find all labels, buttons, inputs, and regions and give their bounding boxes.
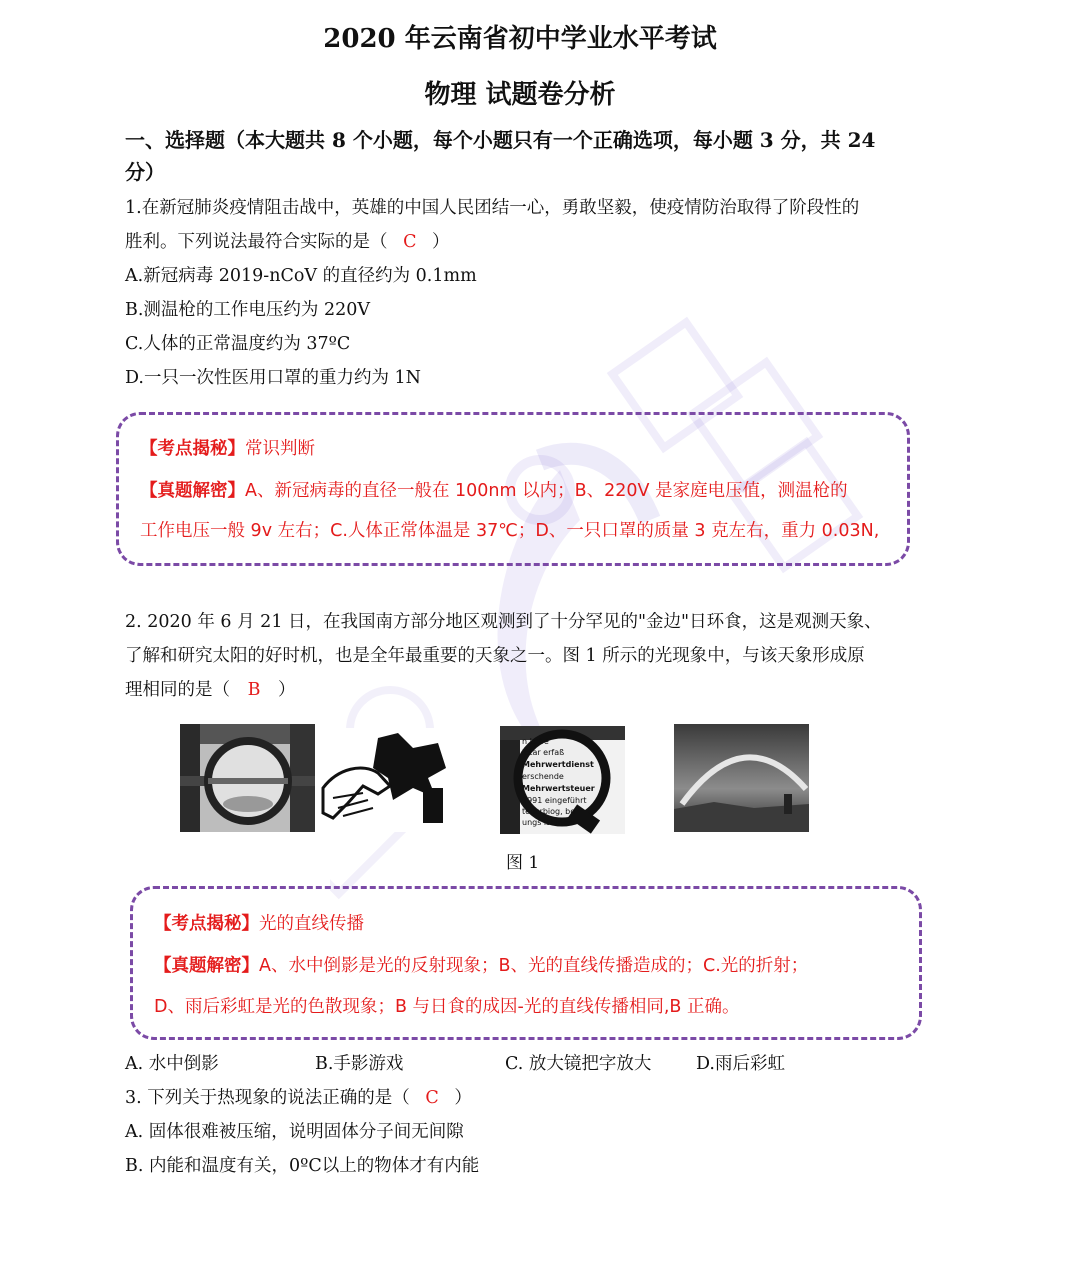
q1-option-a: A.新冠病毒 2019-nCoV 的直径约为 0.1mm <box>125 266 477 286</box>
q2-jiemi-line2: D、雨后彩虹是光的色散现象；B 与日食的成因-光的直线传播相同,B 正确。 <box>154 997 740 1017</box>
q1-stem-line2 <box>125 228 450 253</box>
q3-stem-close: ） <box>454 1088 472 1108</box>
q1-answer: C <box>403 232 417 252</box>
section-heading <box>125 124 925 188</box>
q1-jiemi-line2: 工作电压一般 9v 左右；C.人体正常体温是 37℃；D、一只口罩的质量 3 克左右，重力 0.03N, <box>140 521 880 541</box>
q2-option-c: C. 放大镜把字放大 <box>505 1054 652 1074</box>
magnifier-text-7: ungs ist iner <box>522 818 572 827</box>
q1-kaodian-text: 常识判断 <box>245 439 315 459</box>
q2-stem-text: 理相同的是（ <box>125 680 230 700</box>
rainbow-image <box>674 724 809 832</box>
q1-stem-text: 胜利。下列说法最符合实际的是（ <box>125 232 388 252</box>
q2-kaodian-label: 【考点揭秘】 <box>154 914 259 934</box>
magnifier-image <box>500 726 625 834</box>
q1-jiemi-line1 <box>140 477 848 502</box>
q1-kaodian <box>140 435 315 460</box>
q2-stem-line2: 了解和研究太阳的好时机，也是全年最重要的天象之一。图 1 所示的光现象中，与该天象形成原 <box>125 646 865 666</box>
q2-option-d: D.雨后彩虹 <box>696 1054 785 1074</box>
figure-1 <box>180 718 820 838</box>
q1-jiemi-label: 【真题解密】 <box>140 481 245 501</box>
q3-stem-text: 3. 下列关于热现象的说法正确的是（ <box>125 1088 410 1108</box>
q2-option-a: A. 水中倒影 <box>125 1054 219 1074</box>
bridge-reflection-image <box>180 724 315 832</box>
magnifier-text-5: 1991 eingeführt <box>522 796 587 805</box>
magnifier-text-4: Mehrwertsteuer <box>522 784 595 793</box>
magnifier-text-1: ibtar erfaß <box>522 748 565 757</box>
page-title: 2020 年云南省初中学业水平考试 <box>323 24 717 54</box>
q1-option-c: C.人体的正常温度约为 37ºC <box>125 334 351 354</box>
q2-option-b: B.手影游戏 <box>315 1054 404 1074</box>
q2-kaodian <box>154 910 364 935</box>
q3-option-a: A. 固体很难被压缩，说明固体分子间无间隙 <box>125 1122 464 1142</box>
q2-stem-line3 <box>125 676 296 701</box>
q2-jiemi-line1 <box>154 952 808 977</box>
q2-kaodian-text: 光的直线传播 <box>259 914 364 934</box>
q3-option-b: B. 内能和温度有关，0ºC以上的物体才有内能 <box>125 1156 480 1176</box>
magnifier-text-2: Mehrwertdienst <box>522 760 594 769</box>
q2-stem-line1: 2. 2020 年 6 月 21 日，在我国南方部分地区观测到了十分罕见的"金边"日环食，这是观测天象、 <box>125 612 882 632</box>
q1-option-b: B.测温枪的工作电压约为 220V <box>125 300 371 320</box>
q3-answer: C <box>425 1088 439 1108</box>
page-subtitle: 物理 试题卷分析 <box>424 80 616 110</box>
q1-kaodian-label: 【考点揭秘】 <box>140 439 245 459</box>
section-heading-line1: 一、选择题（本大题共 8 个小题，每个小题只有一个正确选项，每小题 3 分，共 24 <box>125 128 876 152</box>
q2-jiemi-label: 【真题解密】 <box>154 956 259 976</box>
q2-stem-close: ） <box>278 680 296 700</box>
q1-stem-close: ） <box>432 232 450 252</box>
q2-answer: B <box>247 680 261 700</box>
magnifier-text-3: erschende <box>522 772 564 781</box>
section-heading-line2: 分） <box>125 160 165 184</box>
q3-stem <box>125 1084 472 1109</box>
q1-option-d: D.一只一次性医用口罩的重力约为 1N <box>125 368 421 388</box>
magnifier-text-0: n Lebe <box>522 737 549 746</box>
figure-caption: 图 1 <box>506 853 540 873</box>
q2-jiemi-text1: A、水中倒影是光的反射现象；B、光的直线传播造成的；C.光的折射； <box>259 956 809 976</box>
hand-shadow-image <box>318 728 448 832</box>
q1-jiemi-text1: A、新冠病毒的直径一般在 100nm 以内；B、220V 是家庭电压值，测温枪的 <box>245 481 848 501</box>
magnifier-text-6: teucrbiog, be <box>522 807 576 816</box>
q1-stem-line1: 1.在新冠肺炎疫情阻击战中，英雄的中国人民团结一心，勇敢坚毅，使疫情防治取得了阶段性的 <box>125 198 860 218</box>
